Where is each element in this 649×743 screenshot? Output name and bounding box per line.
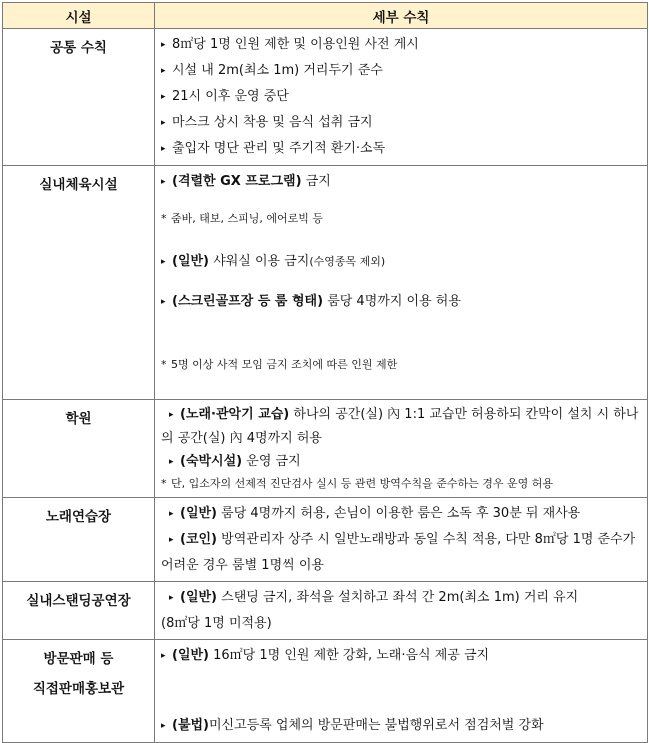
bullet-icon: ▸ xyxy=(161,177,166,187)
list-item: ▸ (코인) 방역관리자 상주 시 일반노래방과 동일 수칙 적용, 다만 8㎡당 1명 준수가 어려운 경우 룸별 1명씩 이용 xyxy=(161,527,641,578)
asterisk-icon: * xyxy=(161,212,167,225)
facility-cell: 공통 수칙 xyxy=(3,29,155,166)
bullet-icon: ▸ xyxy=(169,593,174,603)
list-item: ▸ (일반) 16㎡당 1명 인원 제한 강화, 노래·음식 제공 금지 xyxy=(161,643,641,669)
list-item: ▸ (스크린골프장 등 룸 형태) 룸당 4명까지 이용 허용 xyxy=(161,289,641,315)
bullet-icon: ▸ xyxy=(161,721,166,731)
bullet-icon: ▸ xyxy=(161,144,166,154)
header-facility: 시설 xyxy=(3,3,155,29)
bullet-icon: ▸ xyxy=(169,410,174,420)
bullet-icon: ▸ xyxy=(161,66,166,76)
rule-row-direct-sales xyxy=(3,640,648,743)
bullet-icon: ▸ xyxy=(169,509,174,519)
note: * 단, 입소자의 선제적 진단검사 실시 등 관련 방역수칙을 준수하는 경우 운영 허용 xyxy=(161,474,641,494)
list-item: ▸ 시설 내 2m(최소 1m) 거리두기 준수 xyxy=(161,58,641,84)
bullet-icon: ▸ xyxy=(161,92,166,102)
facility-cell: 노래연습장 xyxy=(3,498,155,582)
list-item: ▸ 마스크 상시 착용 및 음식 섭취 금지 xyxy=(161,110,641,136)
bullet-icon: ▸ xyxy=(161,40,166,50)
bullet-icon: ▸ xyxy=(161,257,166,267)
facility-cell xyxy=(3,640,155,743)
list-item: ▸ (불법)미신고등록 업체의 방문판매는 불법행위로서 점검처벌 강화 xyxy=(161,713,641,739)
list-item: ▸ 출입자 명단 관리 및 주기적 환기·소독 xyxy=(161,136,641,162)
detail-cell xyxy=(155,582,648,640)
asterisk-icon: * xyxy=(161,358,167,371)
list-item: ▸ (숙박시설) 운영 금지 xyxy=(161,450,641,474)
list-item: ▸ 8㎡당 1명 인원 제한 및 이용인원 사전 게시 xyxy=(161,32,641,58)
note: * 줌바, 태보, 스피닝, 에어로빅 등 xyxy=(161,209,641,229)
list-item: ▸ (일반) 샤워실 이용 금지(수영종목 제외) xyxy=(161,249,641,275)
rule-row-indoor-sports xyxy=(3,166,648,400)
list-item: ▸ 21시 이후 운영 중단 xyxy=(161,84,641,110)
detail-cell xyxy=(155,166,648,400)
list-item: ▸ (노래·관악기 교습) 하나의 공간(실) 內 1:1 교습만 허용하되 칸막이 설치 시 하나의 공간(실) 內 4명까지 허용 xyxy=(161,403,641,450)
rule-row-karaoke xyxy=(3,498,648,582)
rule-row-academy xyxy=(3,400,648,498)
note: * 5명 이상 사적 모임 금지 조치에 따른 인원 제한 xyxy=(161,355,641,375)
facility-cell: 실내체육시설 xyxy=(3,166,155,400)
rule-row-standing-venue xyxy=(3,582,648,640)
detail-cell xyxy=(155,640,648,743)
rules-table xyxy=(2,2,648,743)
bullet-icon: ▸ xyxy=(161,651,166,661)
rule-row-common xyxy=(3,29,648,166)
header-rules: 세부 수칙 xyxy=(155,3,648,29)
facility-cell: 학원 xyxy=(3,400,155,498)
facility-line: 방문판매 등 xyxy=(43,651,114,667)
bullet-icon: ▸ xyxy=(169,457,174,467)
detail-cell xyxy=(155,498,648,582)
detail-cell xyxy=(155,29,648,166)
list-item-continuation: (8㎡당 1명 미적용) xyxy=(161,616,272,631)
bullet-icon: ▸ xyxy=(161,118,166,128)
header-row xyxy=(3,3,648,29)
list-item: ▸ (일반) 룸당 4명까지 허용, 손님이 이용한 룸은 소독 후 30분 뒤 재사용 xyxy=(161,501,641,527)
detail-cell xyxy=(155,400,648,498)
bullet-icon: ▸ xyxy=(161,297,166,307)
facility-cell: 실내스탠딩공연장 xyxy=(3,582,155,640)
bullet-icon: ▸ xyxy=(169,535,174,545)
list-item: ▸ (일반) 스탠딩 금지, 좌석을 설치하고 좌석 간 2m(최소 1m) 거리 유지 xyxy=(161,585,641,611)
asterisk-icon: * xyxy=(161,477,167,490)
list-item: ▸ (격렬한 GX 프로그램) 금지 xyxy=(161,169,641,195)
facility-line: 직접판매홍보관 xyxy=(32,681,125,697)
